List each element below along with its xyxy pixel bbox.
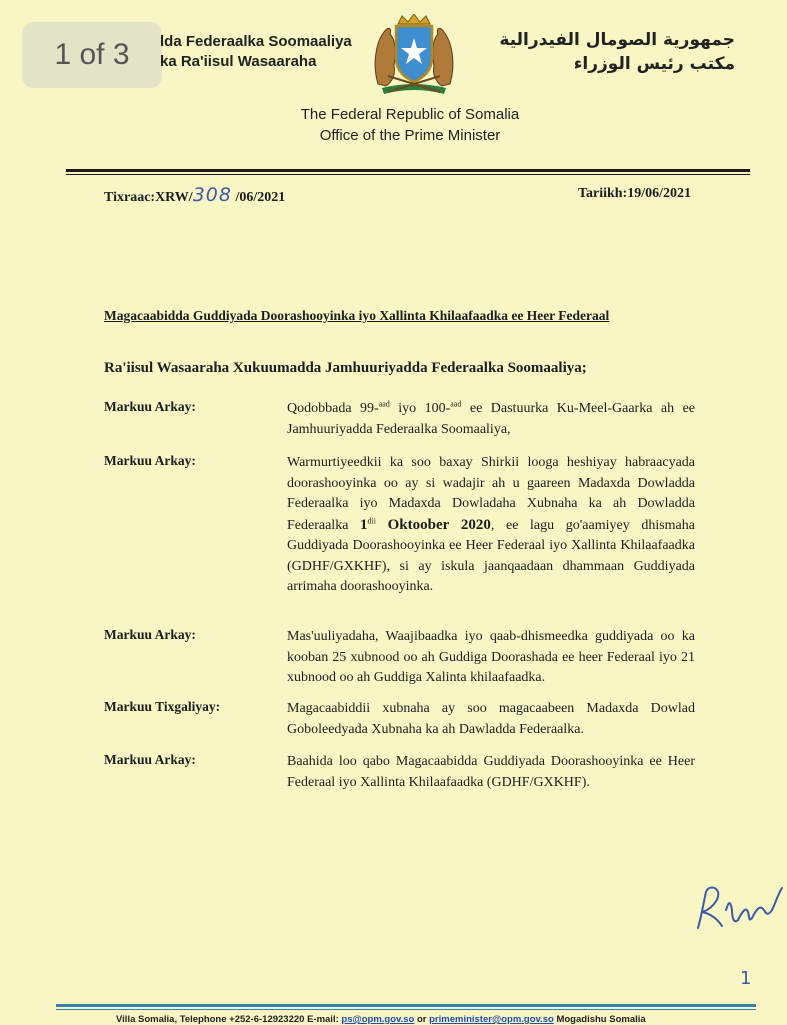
reference-suffix: /06/2021: [231, 190, 286, 205]
email-link-primeminister[interactable]: primeminister@opm.gov.so: [429, 1014, 554, 1025]
letterhead-arabic-line1: جمهورية الصومال الفيدرالية: [499, 30, 735, 50]
reference-number: [104, 184, 285, 206]
page-number: 1: [740, 968, 752, 989]
reference-prefix: Tixraac:XRW/: [104, 190, 193, 205]
bold-date-number: 1: [360, 516, 368, 533]
clause-label: Markuu Arkay:: [104, 627, 196, 642]
footer-rule-thick: [56, 1004, 756, 1007]
footer-text: or: [414, 1014, 430, 1025]
footer-text: Mogadishu Somalia: [553, 1014, 646, 1025]
footer-contact: [116, 1014, 646, 1025]
letterhead-english-line2: Office of the Prime Minister: [319, 127, 501, 144]
subject-line: Magacaabidda Guddiyada Doorashooyinka iyo Xallinta Khilaafaadka ee Heer Federaal: [104, 308, 610, 323]
handwritten-signature-icon: [690, 880, 787, 941]
letterhead-somali-line1: lda Federaalka Soomaaliya: [160, 33, 352, 50]
superscript: aad: [450, 399, 462, 409]
clause-text-part: Warmurtiyeedkii ka soo baxay Shirkii looga heshiyay habraacyada doorashooyinka oo ay si wadajir ah u gaareen Madaxda Dowladda Federaalka iyo Madaxda Dowladaha Xubnaha ka ah Dowladda Federaalka: [287, 455, 695, 533]
clause-text: Baahida loo qabo Magacaabidda Guddiyada Doorashooyinka ee Heer Federaal iyo Xallinta Khilaafaadka (GDHF/GXKHF).: [287, 754, 695, 790]
letterhead-english-line1: The Federal Republic of Somalia: [300, 106, 520, 123]
clause-label: Markuu Arkay:: [104, 453, 196, 468]
bold-date: Oktoober 2020: [387, 516, 491, 533]
superscript: dii: [367, 515, 376, 525]
letterhead-somali: [160, 32, 352, 72]
letterhead-somali-line2: ka Ra'iisul Wasaaraha: [160, 53, 317, 70]
clause-text: Mas'uuliyadaha, Waajibaadka iyo qaab-dhismeedka guddiyada oo ka kooban 25 xubnood oo ah Guddiga Doorashada ee heer Federaal iyo 21 xubnood oo ah Guddiga Xalinta khilaafaadka.: [287, 629, 695, 685]
page-indicator: [22, 22, 162, 88]
footer-rule-thin: [56, 1009, 756, 1010]
footer-text: Villa Somalia, Telephone +252-6-12923220 E-mail:: [116, 1014, 342, 1025]
document-date: Tariikh:19/06/2021: [577, 186, 691, 201]
superscript: aad: [378, 399, 390, 409]
page-indicator-text: 1 of 3: [54, 38, 130, 71]
letterhead-arabic: [499, 28, 735, 76]
clause-text-part: iyo 100-: [389, 401, 451, 416]
email-link-ps[interactable]: ps@opm.gov.so: [341, 1014, 415, 1025]
header-rule-thick: [66, 169, 750, 172]
somalia-coat-of-arms-icon: [366, 14, 462, 101]
letterhead-arabic-line2: مكتب رئيس الوزراء: [573, 54, 735, 74]
clause-label: Markuu Arkay:: [104, 752, 196, 767]
letterhead-english: [250, 104, 570, 146]
preamble: Ra'iisul Wasaaraha Xukuumadda Jamhuuriyadda Federaalka Soomaaliya;: [104, 360, 587, 376]
clause-text-part: Qodobbada 99-: [287, 401, 379, 416]
clause-text: [287, 453, 695, 598]
clause-text-part: ee Dastuurka Ku-Meel-Gaarka ah ee Jamhuuriyadda Federaalka Soomaaliya,: [287, 401, 695, 437]
clause-label: Markuu Arkay:: [104, 399, 196, 414]
clause-text: Magacaabiddii xubnaha ay soo magacaabeen Madaxda Dowlad Goboleedyada Xubnaha ka ah Dawladda Federaalka.: [287, 701, 695, 737]
reference-handwritten-number: 308: [192, 184, 232, 206]
clause-text: [287, 399, 695, 440]
clause-label: Markuu Tixgaliyay:: [104, 699, 221, 714]
header-rule-thin: [66, 174, 750, 175]
clause-text-part: , ee lagu go'aamiyey dhismaha Guddiyada Doorashooyinka ee Heer Federaal iyo Xallinta Khilaafaadka (GDHF/GXKHF), si ay iskula jaanqaadaan dhammaan Guddiyada arrimaha doorashooyinka.: [287, 517, 695, 594]
